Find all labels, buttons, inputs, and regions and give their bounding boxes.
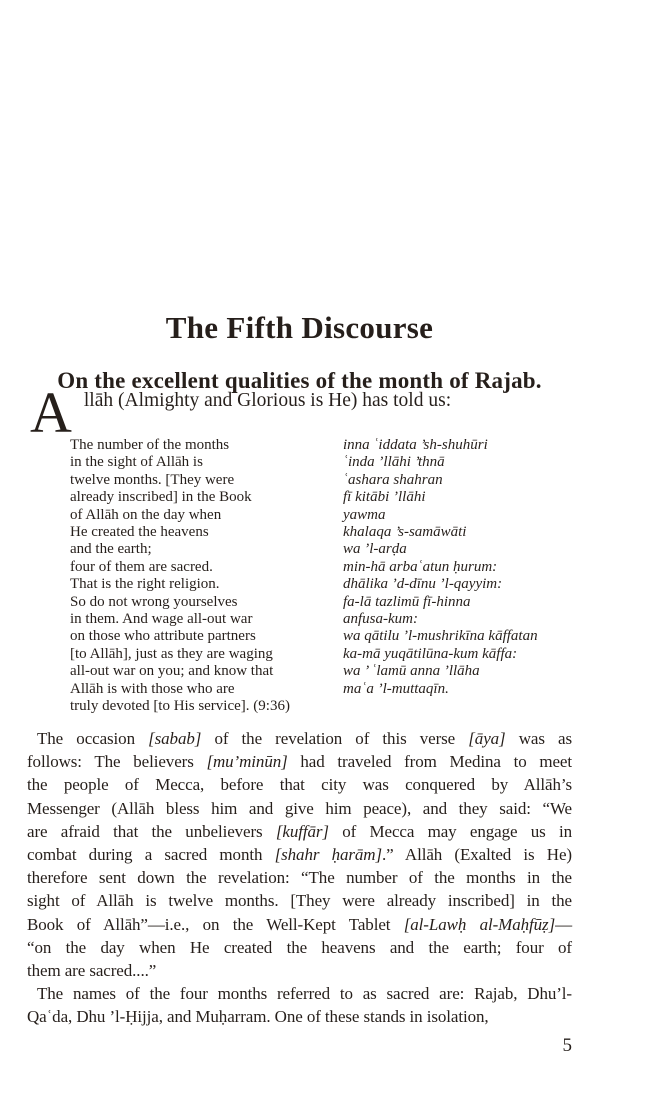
text-segment: of the revelation of this verse xyxy=(201,729,469,748)
body-line xyxy=(27,913,572,936)
chapter-title: The Fifth Discourse xyxy=(165,309,434,345)
text-segment: sight of Allāh is twelve months. [They were already inscribed] in the xyxy=(27,891,572,911)
text-segment: [sabab] xyxy=(148,729,202,748)
text-segment: Book of Allāh”—i.e., on the Well-Kept Tablet xyxy=(27,914,404,934)
text-segment: are afraid that the unbelievers xyxy=(27,821,276,841)
text-segment: follows: The believers xyxy=(27,752,207,772)
verse-translation-line: already inscribed] in the Book xyxy=(70,489,252,506)
intro-text: llāh (Almighty and Glorious is He) has told us: xyxy=(83,390,452,411)
drop-cap: A xyxy=(30,380,72,445)
verse-transliteration-line: inna ʿiddata ’sh-shuhūri xyxy=(343,437,488,453)
verse-transliteration-line: wa ’ ʿlamū anna ’llāha xyxy=(343,663,480,680)
text-segment: therefore sent down the revelation: “The number of the months in the xyxy=(27,868,572,888)
page-number: 5 xyxy=(562,1035,572,1056)
text-segment: Qaʿda, Dhu ’l-Ḥijja, and Muḥarram. One of these stands in isolation, xyxy=(27,1007,489,1027)
text-segment: Messenger (Allāh bless him and give him peace), and they said: “We xyxy=(27,798,572,818)
body-line xyxy=(27,936,572,959)
verse-translation-line: He created the heavens xyxy=(70,524,209,541)
text-segment: The names of the four months referred to as sacred are: Rajab, Dhu’l- xyxy=(37,984,572,1004)
verse-transliteration-line: yawma xyxy=(343,506,386,523)
text-segment: had traveled from Medina to meet xyxy=(287,752,572,772)
verse-transliteration-line: maʿa ’l-muttaqīn. xyxy=(343,680,449,697)
verse-transliteration-line: anfusa-kum: xyxy=(343,611,418,628)
body-line xyxy=(27,773,572,796)
body-paragraphs xyxy=(27,727,572,1029)
text-segment: “on the day when He created the heavens and the earth; four of xyxy=(27,937,572,957)
verse-translation-column xyxy=(70,437,338,716)
text-segment: [al-Lawḥ al-Maḥfūẓ] xyxy=(403,914,556,934)
text-segment: of Mecca may engage us in xyxy=(328,821,572,841)
verse-translation-line: [to Allāh], just as they are waging xyxy=(70,645,273,662)
body-line xyxy=(27,820,572,843)
text-segment: .” Allāh (Exalted is He) xyxy=(382,845,572,865)
text-segment: — xyxy=(555,914,572,934)
body-line xyxy=(27,797,572,820)
verse-translation-line: four of them are sacred. xyxy=(70,558,213,575)
verse-translation-line: twelve months. [They were xyxy=(70,471,235,488)
text-segment: [kuffār] xyxy=(275,821,329,841)
verse-transliteration-line: fa-lā tazlimū fī-hinna xyxy=(343,593,471,610)
verse-transliteration-line: ʿashara shahran xyxy=(343,471,443,488)
verse-transliteration-line: fī kitābi ’llāhi xyxy=(343,489,426,506)
verse-translation-line: The number of the months xyxy=(70,437,230,453)
verse-translation-line: Allāh is with those who are xyxy=(70,680,235,697)
text-segment: [mu’minūn] xyxy=(206,752,288,772)
verse-translation-line: That is the right religion. xyxy=(70,576,220,593)
verse-transliteration-line: ka-mā yuqātilūna-kum kāffa: xyxy=(343,645,518,662)
body-paragraph xyxy=(27,982,572,1028)
body-line xyxy=(27,982,572,1005)
verse-translation-line: all-out war on you; and know that xyxy=(70,663,274,680)
text-segment: them are sacred....” xyxy=(27,961,157,981)
verse-translation-line: on those who attribute partners xyxy=(70,628,256,645)
text-segment: [āya] xyxy=(468,729,506,748)
text-segment: [shahr ḥarām] xyxy=(274,845,383,865)
verse-translation-line: So do not wrong yourselves xyxy=(70,593,238,610)
body-line xyxy=(27,727,572,750)
verse-translation-line: and the earth; xyxy=(70,541,152,558)
body-line xyxy=(27,750,572,773)
text-segment: the people of Mecca, before that city was conquered by Allāh’s xyxy=(27,775,572,795)
verse-transliteration-line: wa ’l-arḍa xyxy=(343,541,407,558)
text-segment: The occasion xyxy=(37,729,149,748)
text-segment: was as xyxy=(505,729,572,748)
verse-translation-line: truly devoted [to His service]. (9:36) xyxy=(70,698,290,715)
verse-transliteration-line: min-hā arbaʿatun ḥurum: xyxy=(343,558,498,575)
body-line xyxy=(27,889,572,912)
verse-translation-line: of Allāh on the day when xyxy=(70,506,222,523)
body-line xyxy=(27,866,572,889)
body-line xyxy=(27,959,572,982)
verse-translation-line: in the sight of Allāh is xyxy=(70,454,203,471)
body-paragraph xyxy=(27,727,572,982)
chapter-subtitle: On the excellent qualities of the month of Rajab. xyxy=(57,368,542,394)
body-line xyxy=(27,843,572,866)
verse-translation-line: in them. And wage all-out war xyxy=(70,611,253,628)
verse-transliteration-line: ʿinda ’llāhi ’thnā xyxy=(343,454,445,471)
verse-transliteration-line: khalaqa ’s-samāwāti xyxy=(343,524,467,541)
verse-transliteration-line: dhālika ’d-dīnu ’l-qayyim: xyxy=(343,576,503,593)
text-segment: combat during a sacred month xyxy=(27,845,275,865)
body-line xyxy=(27,1005,572,1028)
verse-transliteration-line: wa qātilu ’l-mushrikīna kāffatan xyxy=(343,628,538,645)
verse-transliteration-column xyxy=(343,437,572,698)
